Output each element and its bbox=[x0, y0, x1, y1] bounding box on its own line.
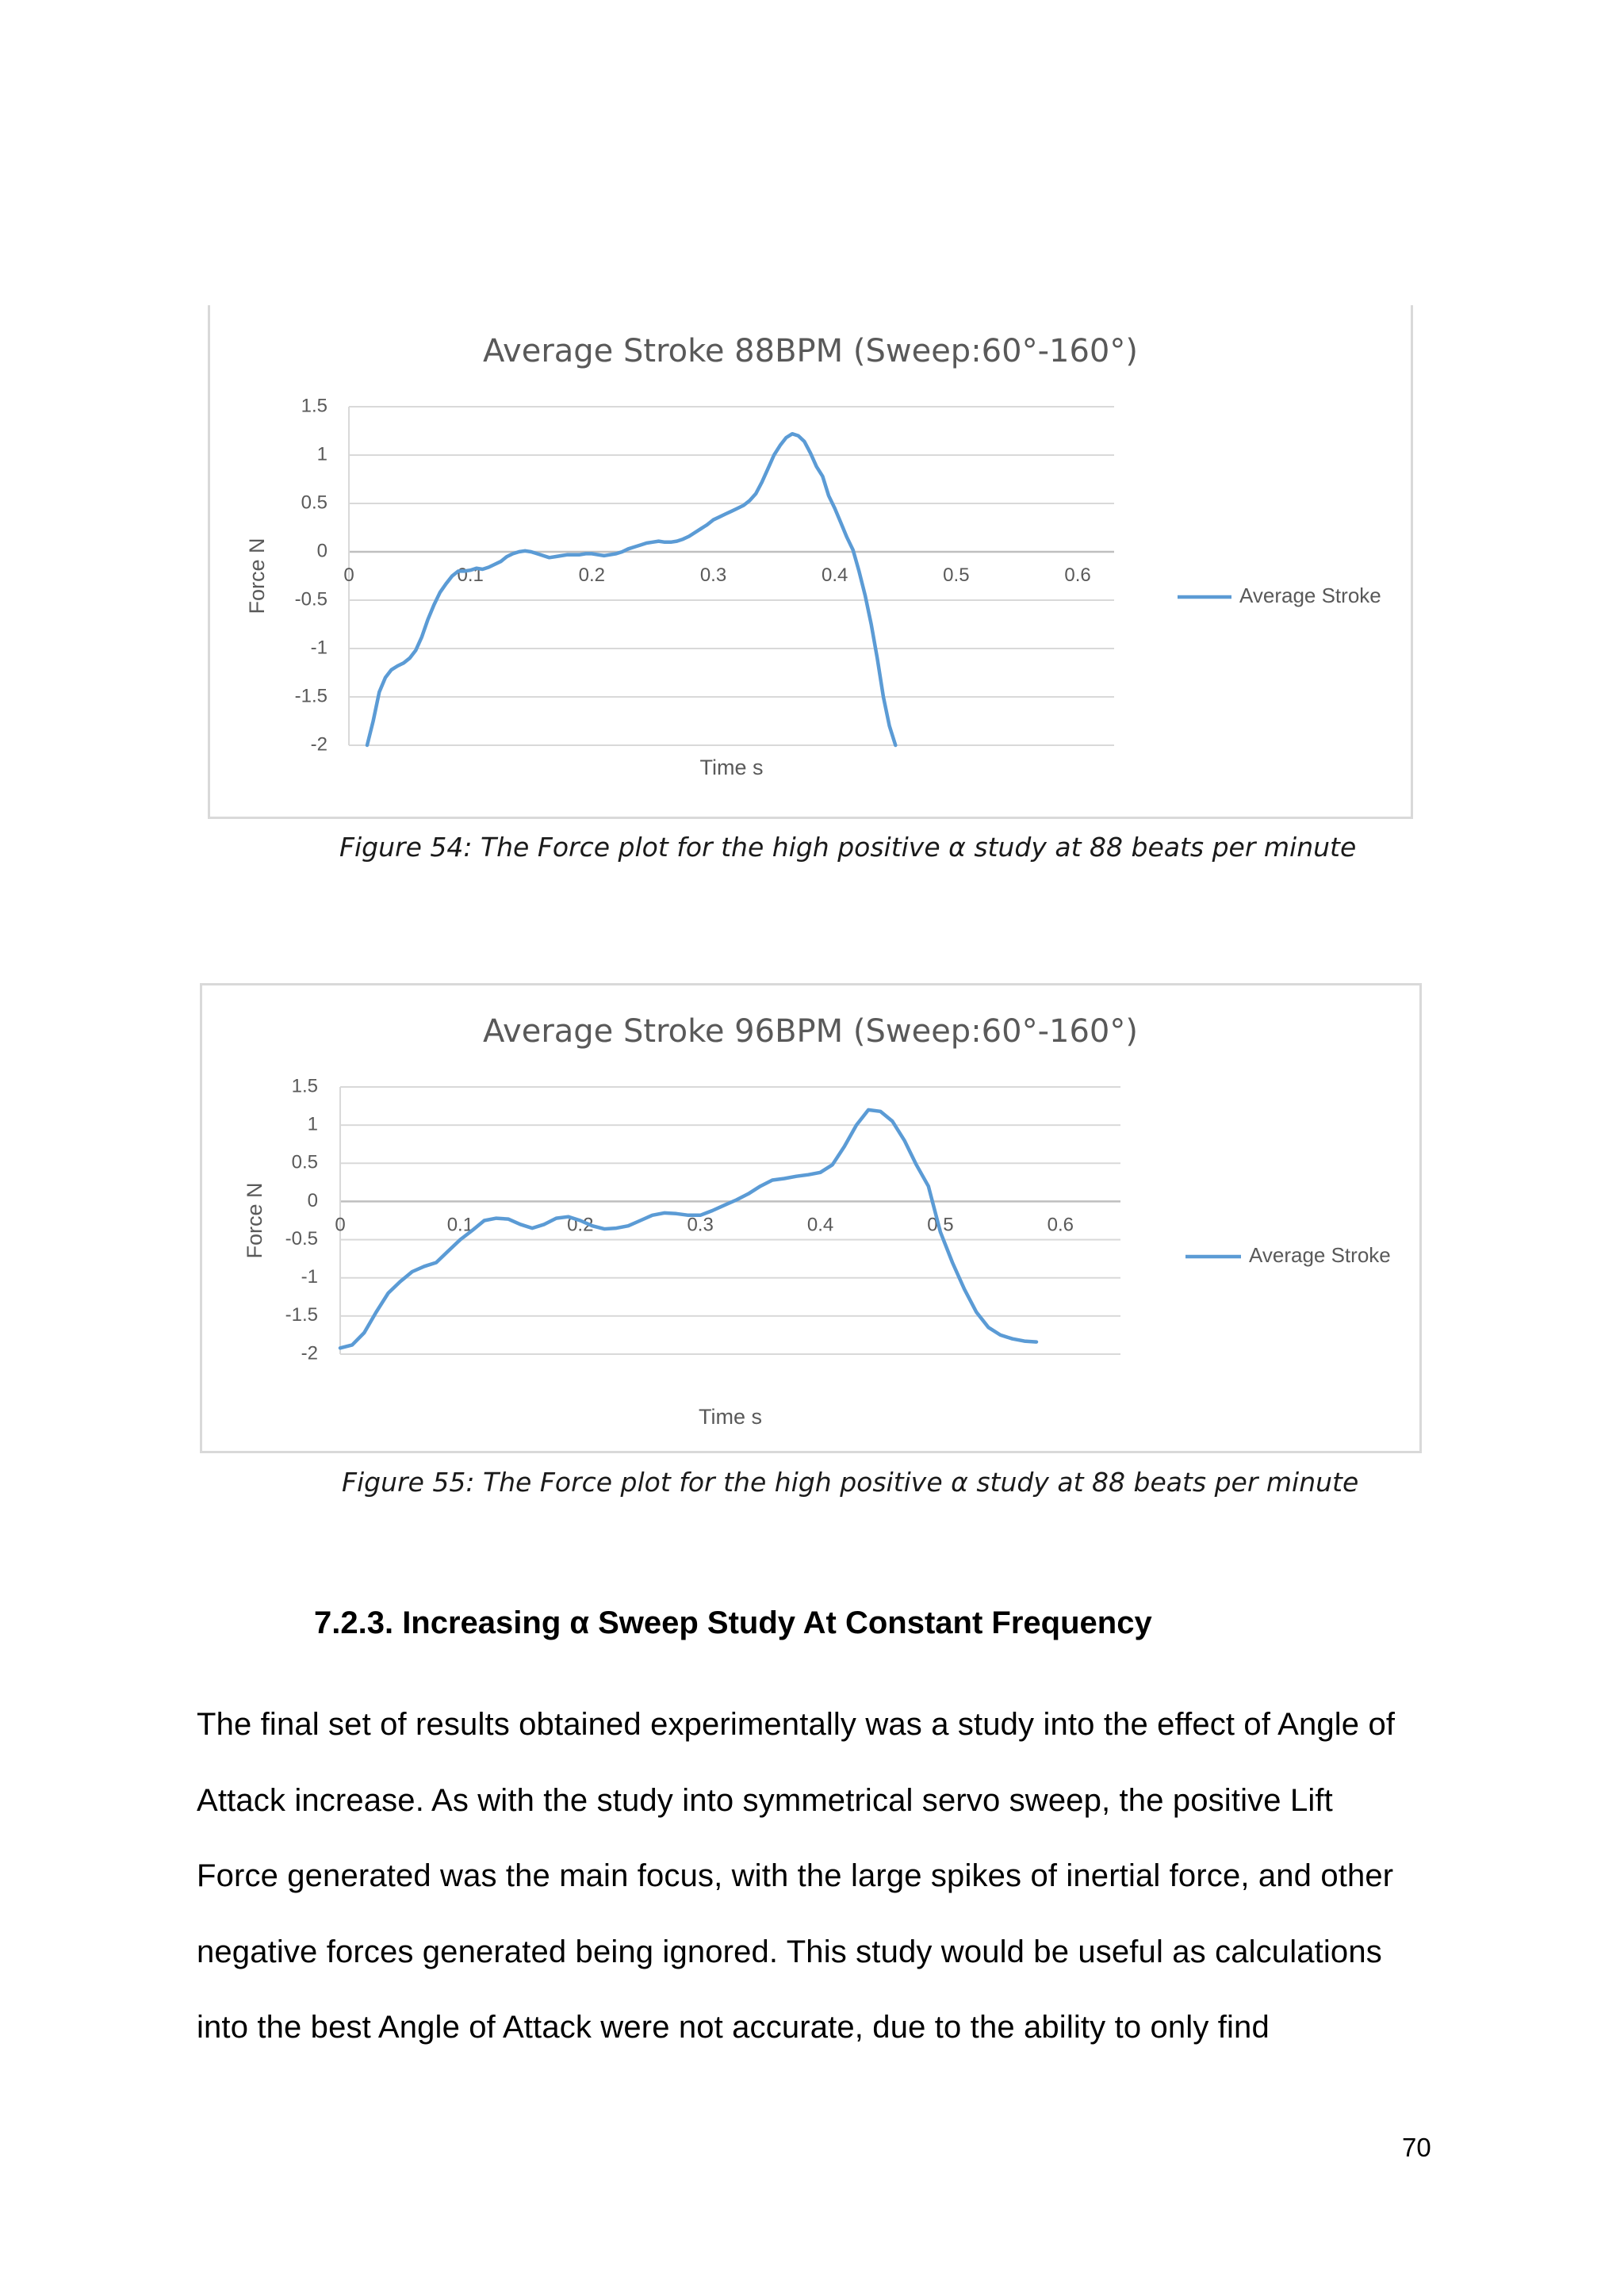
x-tick-label: 0.4 bbox=[806, 1214, 834, 1236]
chart-96bpm-svg bbox=[202, 985, 1419, 1451]
y-tick-label: 0 bbox=[307, 1189, 318, 1211]
page-number: 70 bbox=[1402, 2133, 1431, 2162]
paragraph-line-5: into the best Angle of Attack were not accurate, due to the ability to only find bbox=[197, 2010, 1270, 2045]
legend-label: Average Stroke bbox=[1249, 1242, 1391, 1267]
y-tick-label: 1.5 bbox=[291, 1075, 318, 1097]
y-tick-label: -1.5 bbox=[294, 685, 327, 707]
x-tick-label: 0.4 bbox=[822, 564, 848, 586]
y-tick-label: -2 bbox=[301, 1342, 318, 1364]
paragraph-line-4: negative forces generated being ignored. This study would be useful as calculations bbox=[197, 1934, 1382, 1969]
y-tick-label: -1 bbox=[310, 637, 327, 659]
x-tick-label: 0.6 bbox=[1064, 564, 1091, 586]
chart-average-stroke-96bpm bbox=[200, 983, 1422, 1453]
y-tick-label: -1.5 bbox=[285, 1304, 318, 1326]
y-axis-label: Force N bbox=[243, 1182, 266, 1259]
paragraph-line-2: Attack increase. As with the study into symmetrical servo sweep, the positive Lift bbox=[197, 1783, 1333, 1818]
section-heading: 7.2.3. Increasing α Sweep Study At Constant Frequency bbox=[314, 1605, 1152, 1640]
y-tick-label: 1.5 bbox=[301, 395, 327, 417]
x-tick-label: 0.5 bbox=[927, 1214, 954, 1236]
x-axis-label: Time s bbox=[699, 756, 764, 779]
x-tick-label: 0.2 bbox=[567, 1214, 594, 1236]
chart-title: Average Stroke 96BPM (Sweep:60°-160°) bbox=[483, 1013, 1138, 1050]
y-tick-label: -0.5 bbox=[285, 1227, 318, 1249]
y-tick-label: 0 bbox=[316, 540, 327, 562]
x-tick-label: 0.5 bbox=[943, 564, 970, 586]
x-tick-label: 0.3 bbox=[699, 564, 727, 586]
x-tick-label: 0.1 bbox=[457, 564, 484, 586]
x-tick-label: 0.3 bbox=[687, 1214, 714, 1236]
chart-88bpm-svg bbox=[210, 305, 1411, 817]
series-line-average-stroke bbox=[367, 434, 895, 745]
y-tick-label: -1 bbox=[301, 1266, 318, 1288]
y-tick-label: 1 bbox=[316, 443, 327, 465]
y-tick-label: 0.5 bbox=[301, 492, 327, 514]
legend-label: Average Stroke bbox=[1239, 583, 1381, 607]
chart-title: Average Stroke 88BPM (Sweep:60°-160°) bbox=[483, 333, 1138, 369]
chart-average-stroke-88bpm bbox=[208, 305, 1413, 819]
figure-54-caption: Figure 54: The Force plot for the high positive α study at 88 beats per minute bbox=[339, 832, 1357, 863]
x-tick-label: 0 bbox=[335, 1214, 346, 1236]
y-tick-label: 1 bbox=[307, 1113, 318, 1135]
y-tick-label: 0.5 bbox=[291, 1151, 318, 1173]
x-tick-label: 0.2 bbox=[578, 564, 606, 586]
paragraph-line-3: Force generated was the main focus, with the large spikes of inertial force, and other bbox=[197, 1858, 1394, 1893]
x-axis-label: Time s bbox=[699, 1405, 762, 1429]
y-axis-label: Force N bbox=[245, 538, 269, 614]
paragraph-line-1: The final set of results obtained experimentally was a study into the effect of Angle of bbox=[197, 1707, 1396, 1742]
x-tick-label: 0 bbox=[343, 564, 354, 586]
y-tick-label: -0.5 bbox=[294, 588, 327, 610]
x-tick-label: 0.1 bbox=[446, 1214, 474, 1236]
figure-55-caption: Figure 55: The Force plot for the high positive α study at 88 beats per minute bbox=[342, 1467, 1359, 1498]
x-tick-label: 0.6 bbox=[1047, 1214, 1074, 1236]
y-tick-label: -2 bbox=[310, 733, 327, 756]
